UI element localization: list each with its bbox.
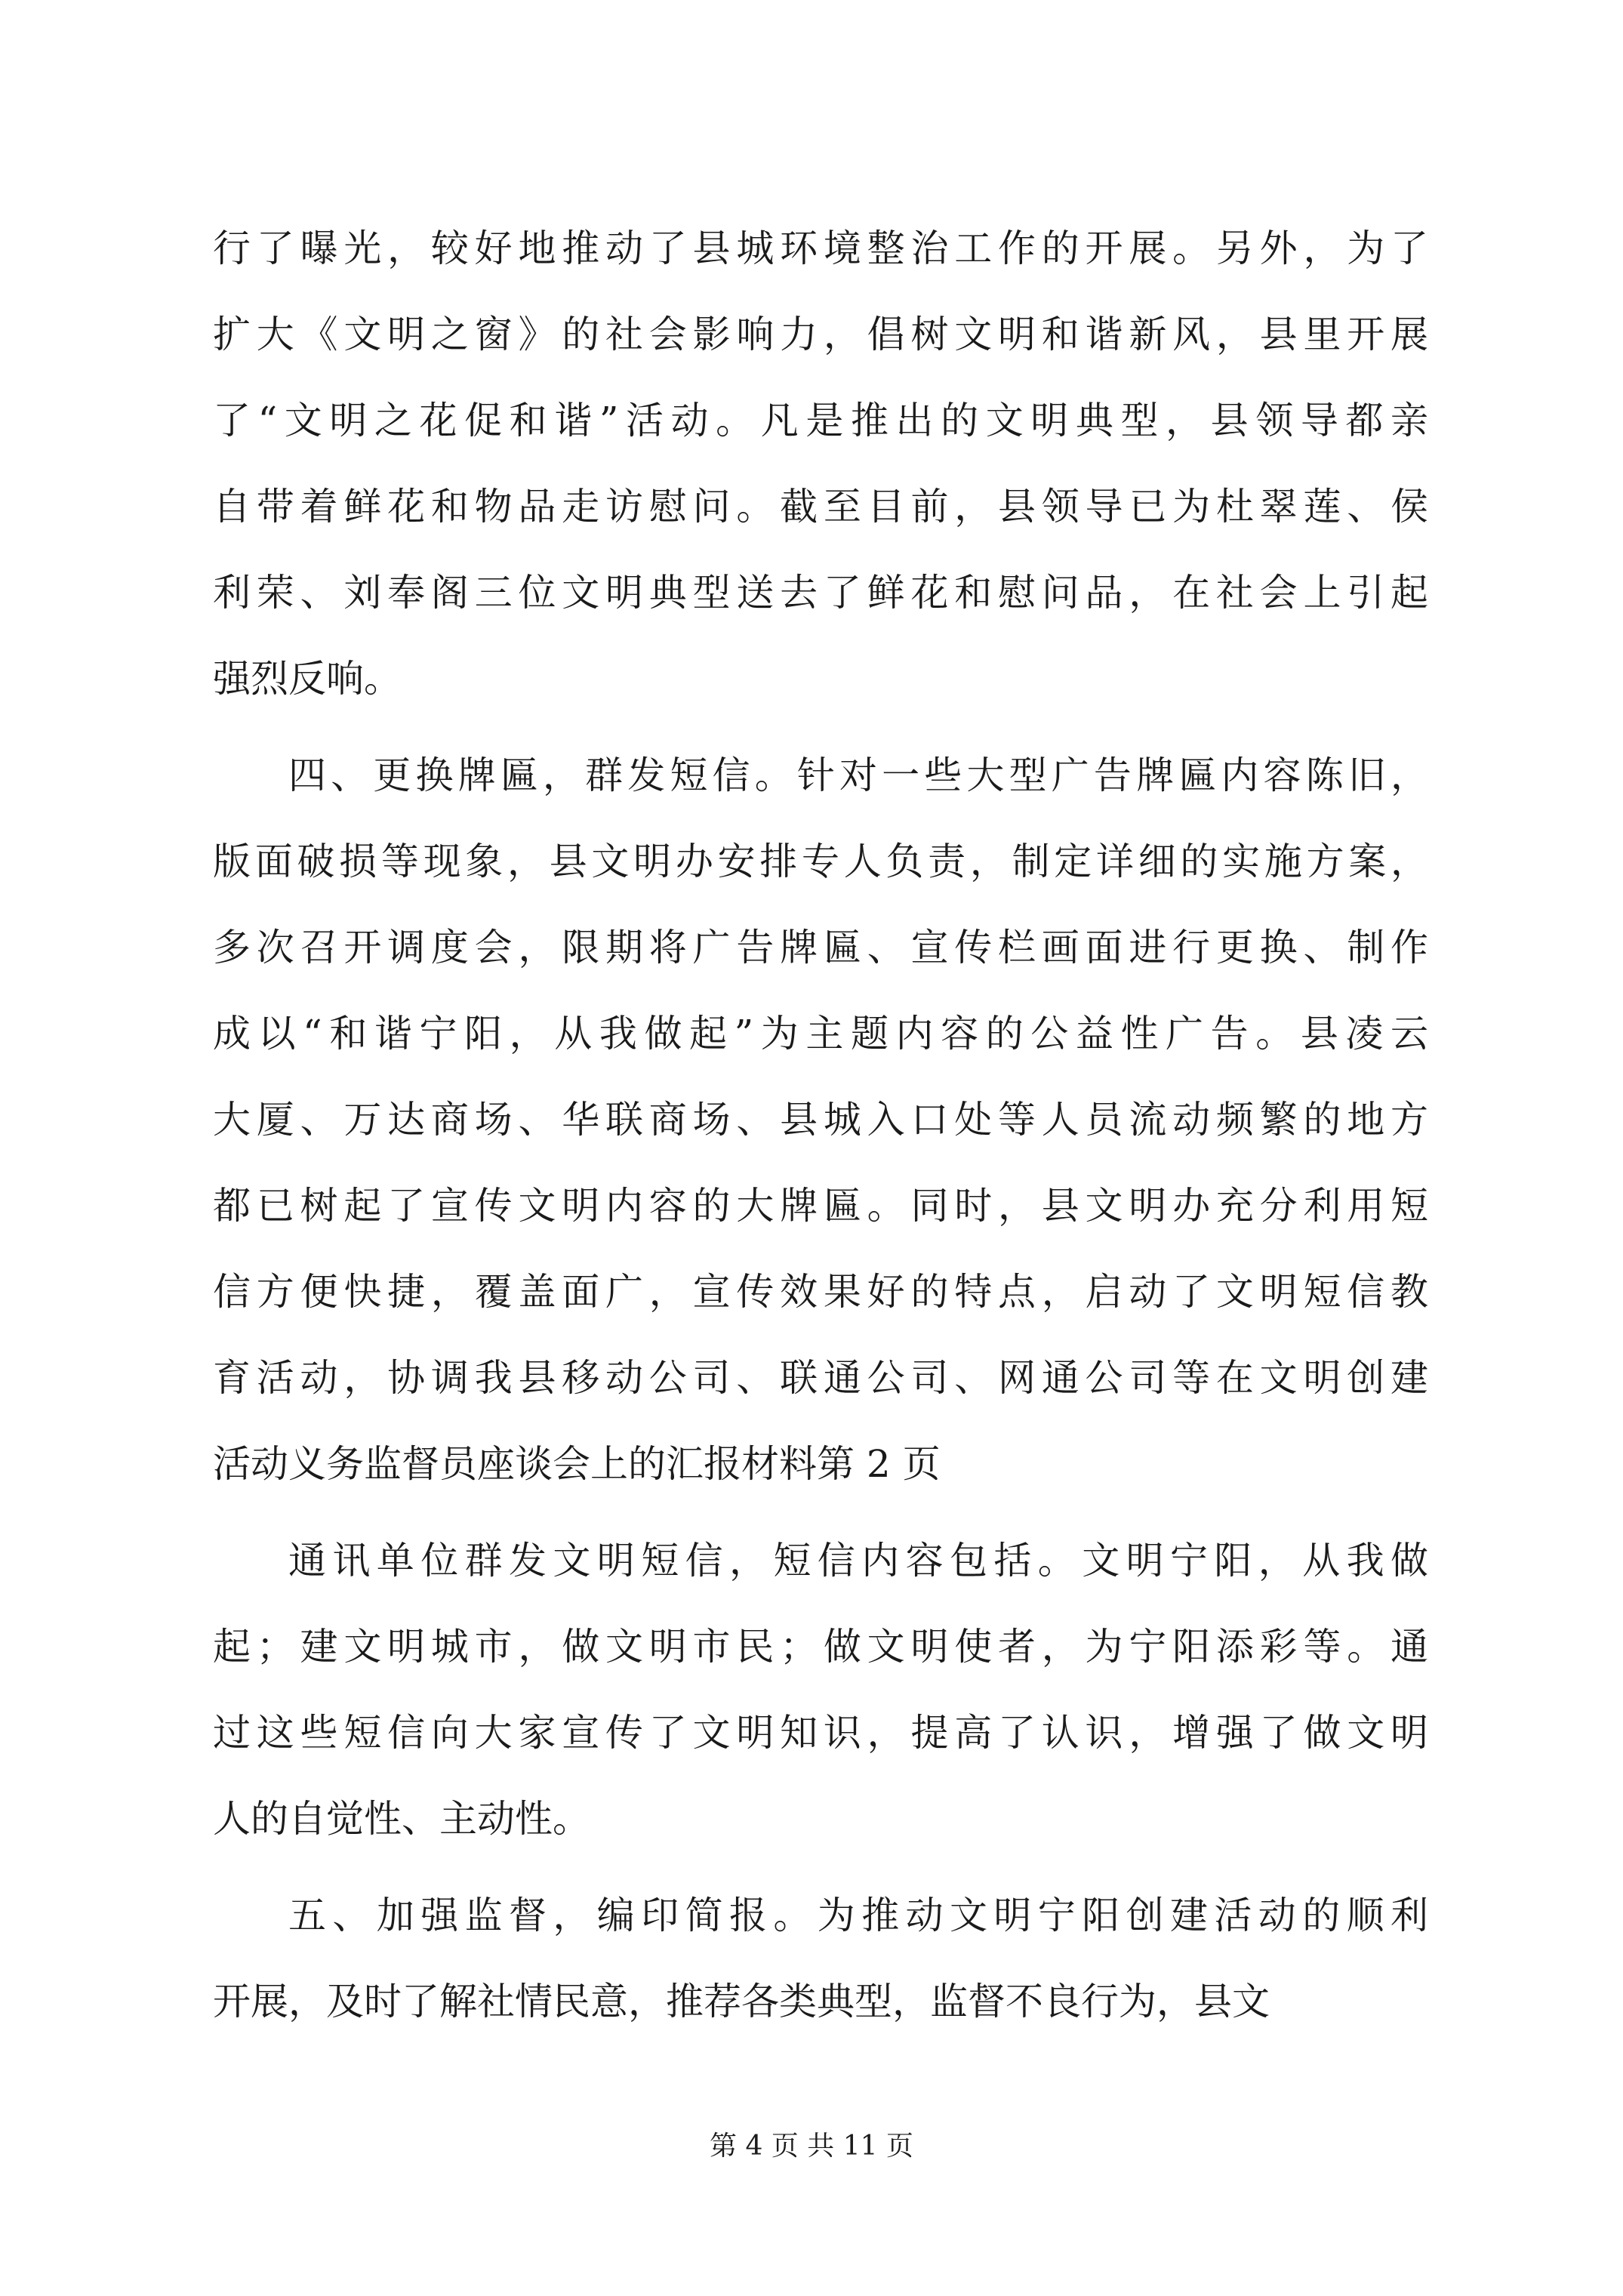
paragraph-line: 过这些短信向大家宣传了文明知识，提高了认识，增强了做文明 (213, 1711, 1428, 1755)
paragraph-line: 成以“和谐宁阳，从我做起”为主题内容的公益性广告。县凌云 (213, 1012, 1428, 1056)
paragraph-line: 人的自觉性、主动性。 (213, 1797, 590, 1841)
paragraph-line: 利荣、刘奉阁三位文明典型送去了鲜花和慰问品，在社会上引起 (213, 571, 1428, 615)
paragraph-line: 都已树起了宣传文明内容的大牌匾。同时，县文明办充分利用短 (213, 1184, 1428, 1228)
paragraph-line: 多次召开调度会，限期将广告牌匾、宣传栏画面进行更换、制作 (213, 926, 1428, 969)
paragraph-line: 强烈反响。 (213, 657, 402, 701)
paragraph-spacer (213, 1507, 1428, 1518)
paragraph-line: 四、更换牌匾，群发短信。针对一些大型广告牌匾内容陈旧， (288, 754, 1428, 797)
paragraph-line: 了“文明之花促和谐”活动。凡是推出的文明典型，县领导都亲 (213, 399, 1428, 442)
paragraph-line: 育活动，协调我县移动公司、联通公司、网通公司等在文明创建 (213, 1356, 1428, 1400)
paragraph-spacer (213, 722, 1428, 732)
paragraph-line: 自带着鲜花和物品走访慰问。截至目前，县领导已为杜翠莲、侯 (213, 485, 1428, 529)
paragraph-line: 通讯单位群发文明短信，短信内容包括。文明宁阳，从我做 (288, 1539, 1428, 1583)
paragraph-spacer (213, 1862, 1428, 1872)
paragraph-line: 行了曝光，较好地推动了县城环境整治工作的开展。另外，为了 (213, 227, 1428, 270)
paragraph-line: 版面破损等现象，县文明办安排专人负责，制定详细的实施方案， (213, 840, 1428, 883)
paragraph-line: 开展，及时了解社情民意，推荐各类典型，监督不良行为，县文 (213, 1980, 1270, 2023)
paragraph-line: 大厦、万达商场、华联商场、县城入口处等人员流动频繁的地方 (213, 1098, 1428, 1142)
paragraph-line: 扩大《文明之窗》的社会影响力，倡树文明和谐新风，县里开展 (213, 313, 1428, 356)
page-footer: 第 4 页 共 11 页 (710, 2131, 913, 2162)
paragraph-line: 五、加强监督，编印简报。为推动文明宁阳创建活动的顺利 (288, 1894, 1428, 1937)
paragraph-line: 起；建文明城市，做文明市民；做文明使者，为宁阳添彩等。通 (213, 1625, 1428, 1669)
document-body (213, 205, 1428, 2045)
paragraph-line: 活动义务监督员座谈会上的汇报材料第 2 页 (213, 1442, 941, 1486)
paragraph-line: 信方便快捷，覆盖面广，宣传效果好的特点，启动了文明短信教 (213, 1270, 1428, 1314)
